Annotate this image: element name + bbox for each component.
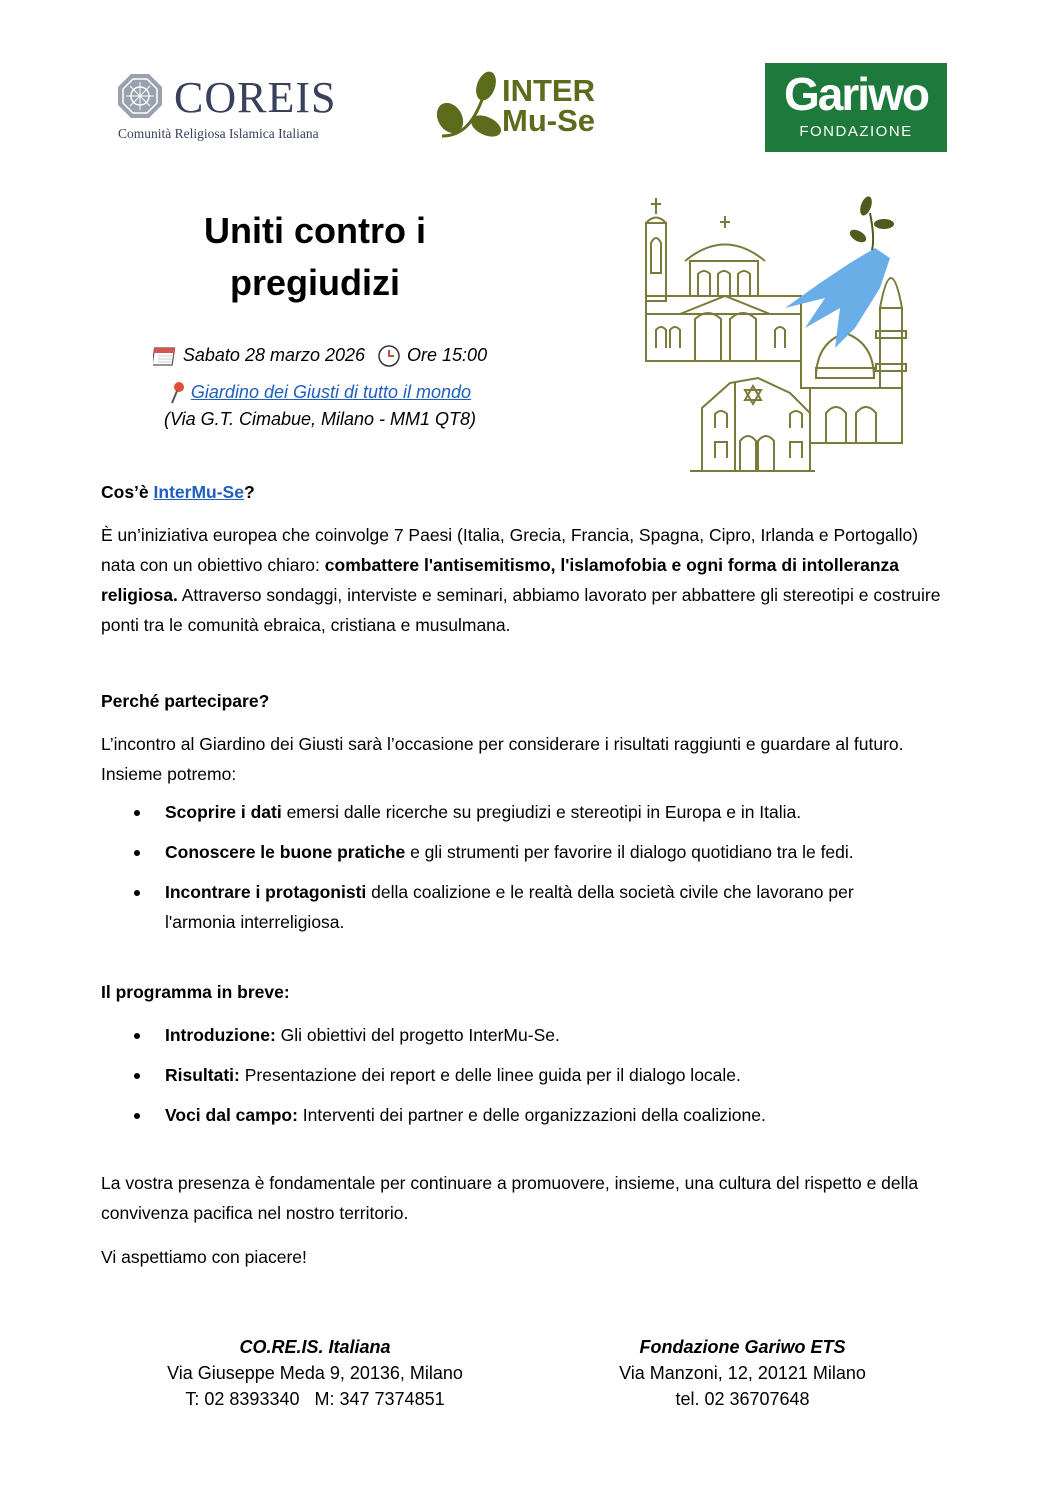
event-date: Sabato 28 marzo 2026: [182, 345, 366, 365]
footer-phones: T: 02 8393340 M: 347 7374851: [185, 1389, 445, 1409]
bullet-icon: [134, 810, 140, 816]
closing-paragraph: La vostra presenza è fondamentale per continuare a promuovere, insieme, una cultura del rispetto e della convivenza pacifica nel nostro territorio.: [101, 1173, 919, 1223]
list-item: Conoscere le buone pratiche e gli strumenti per favorire il dialogo quotidiano tra le fedi.: [101, 837, 951, 867]
coreis-emblem-icon: [116, 72, 164, 120]
section-heading-program: Il programma in breve:: [101, 982, 290, 1002]
event-time: Ore 15:00: [407, 345, 488, 365]
page-title: Uniti contro i pregiudizi: [204, 210, 426, 303]
footer-gariwo: [590, 1334, 895, 1412]
program-list: [101, 1020, 951, 1140]
list-item: Voci dal campo: Interventi dei partner e delle organizzazioni della coalizione.: [101, 1100, 951, 1130]
section-heading-why: Perché partecipare?: [101, 691, 270, 711]
footer-phones: tel. 02 36707648: [675, 1389, 810, 1409]
coreis-subtitle: Comunità Religiosa Islamica Italiana: [118, 126, 319, 141]
calendar-icon: [153, 345, 177, 367]
event-address: (Via G.T. Cimabue, Milano - MM1 QT8): [163, 409, 477, 429]
footer-address: Via Manzoni, 12, 20121 Milano: [619, 1363, 866, 1383]
venue-link[interactable]: Giardino dei Giusti di tutto il mondo: [190, 382, 472, 402]
gariwo-wordmark: Gariwo: [784, 68, 928, 120]
sprout-leaves-icon: [434, 70, 504, 142]
gariwo-logo: [765, 63, 947, 152]
why-list: [101, 797, 951, 947]
intermuse-wordmark: INTER Mu-Se: [502, 73, 595, 138]
why-intro: L’incontro al Giardino dei Giusti sarà l’occasione per considerare i risultati raggiunti e guardare al futuro. Insieme potremo:: [101, 734, 904, 784]
coreis-wordmark: COREIS: [174, 73, 337, 122]
list-item: Introduzione: Gli obiettivi del progetto InterMu-Se.: [101, 1020, 951, 1050]
clock-icon: [377, 344, 401, 368]
bullet-icon: [134, 1033, 140, 1039]
gariwo-subtitle: FONDAZIONE: [799, 123, 913, 140]
interfaith-buildings-illustration: [640, 188, 930, 478]
list-item: Incontrare i protagonisti della coalizione e le realtà della società civile che lavorano per l'armonia interreligiosa.: [101, 877, 951, 937]
list-item: Scoprire i dati emersi dalle ricerche su pregiudizi e stereotipi in Europa e in Italia.: [101, 797, 951, 827]
bullet-icon: [134, 1073, 140, 1079]
intermuse-logo: [434, 70, 634, 146]
footer-org-name: CO.RE.IS. Italiana: [239, 1337, 391, 1357]
coreis-logo: [116, 70, 356, 150]
bullet-icon: [134, 890, 140, 896]
bullet-icon: [134, 1113, 140, 1119]
map-pin-icon: [169, 381, 185, 405]
bullet-icon: [134, 850, 140, 856]
list-item: Risultati: Presentazione dei report e delle linee guida per il dialogo locale.: [101, 1060, 951, 1090]
footer-coreis: [140, 1334, 490, 1412]
footer-address: Via Giuseppe Meda 9, 20136, Milano: [167, 1363, 463, 1383]
intro-paragraph: È un’iniziativa europea che coinvolge 7 Paesi (Italia, Grecia, Francia, Spagna, Cipro, Irlanda e Portogallo) nata con un obiettivo chiaro: combattere l'antisemitismo, l'islamofobia e ogni forma di intolleranza religiosa. Attraverso sondaggi, interviste e seminari, abbiamo lavorato per abbattere gli stereotipi e costruire ponti tra le comunità ebraica, cristiana e musulmana.: [101, 525, 941, 635]
section-heading-what: Cos’è InterMu-Se?: [101, 482, 255, 502]
intermuse-link[interactable]: InterMu-Se: [153, 482, 244, 502]
event-info: [120, 342, 520, 433]
closing-greeting: Vi aspettiamo con piacere!: [101, 1247, 307, 1267]
footer-org-name: Fondazione Gariwo ETS: [639, 1337, 846, 1357]
